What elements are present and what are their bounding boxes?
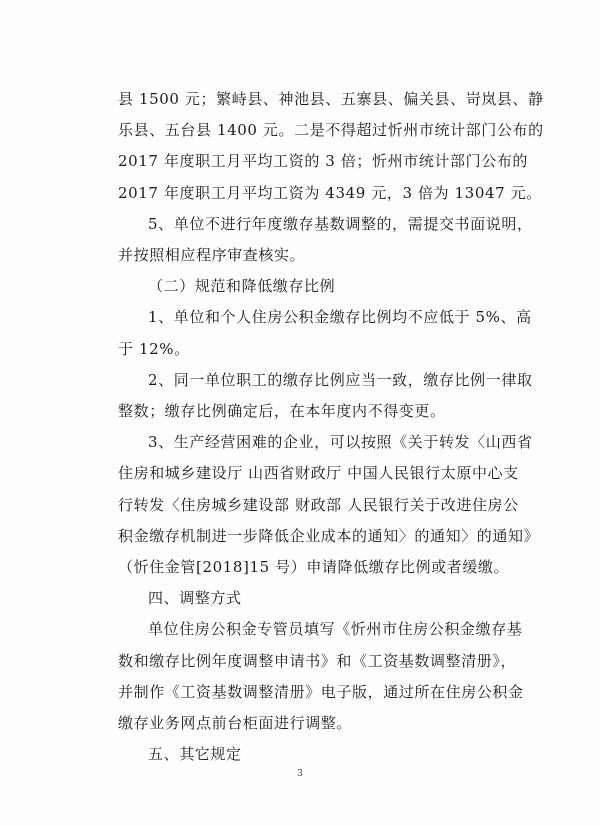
section-heading-4: [118, 583, 498, 614]
text-line: 县 1500 元；繁峙县、神池县、五寨县、偏关县、岢岚县、静: [118, 90, 544, 108]
text-line: 住房和城乡建设厅 山西省财政厅 中国人民银行太原中心支: [118, 464, 519, 483]
text-line: 2、同一单位职工的缴存比例应当一致，缴存比例一律取: [148, 370, 533, 389]
text-line: 1、单位和个人住房公积金缴存比例均不应低于 5%、高: [148, 308, 532, 327]
text-line: 5、单位不进行年度缴存基数调整的，需提交书面说明，: [148, 214, 533, 233]
text-line: 行转发〈住房城乡建设部 财政部 人民银行关于改进住房公: [118, 495, 519, 514]
text-line: 2017 年度职工月平均工资为 4349 元，3 倍为 13047 元。: [118, 183, 542, 202]
text-line: 缴存业务网点前台柜面进行调整。: [118, 714, 353, 733]
paragraph-item-5: [118, 209, 533, 271]
text-line: 乐县、五台县 1400 元。二是不得超过忻州市统计部门公布的: [118, 121, 544, 140]
text-line: 单位住房公积金专管员填写《忻州市住房公积金缴存基: [148, 620, 523, 639]
text-line: 数和缴存比例年度调整申请书》和《工资基数调整清册》，: [118, 651, 517, 670]
paragraph-ratio-1: [118, 302, 532, 364]
section-heading: 四、调整方式: [148, 589, 242, 608]
paragraph-adjustment-method: [118, 614, 524, 739]
section-heading: （二）规范和降低缴存比例: [148, 277, 336, 296]
text-line: 并按照相应程序审查核实。: [118, 246, 306, 265]
text-line: 并制作《工资基数调整清册》电子版，通过所在住房公积金: [118, 682, 524, 701]
paragraph-ratio-3: [118, 427, 540, 583]
section-heading-5: [118, 739, 498, 770]
text-line: 积金缴存机制进一步降低企业成本的通知〉的通知〉的通知》: [118, 526, 540, 545]
section-heading: 五、其它规定: [148, 745, 242, 764]
text-line: （忻住金管[2018]15 号）申请降低缴存比例或者缓缴。: [118, 558, 510, 577]
text-line: 于 12%。: [118, 339, 190, 358]
text-line: 整数；缴存比例确定后，在本年度内不得变更。: [118, 402, 446, 421]
page-number: 3: [297, 769, 303, 779]
text-line: 2017 年度职工月平均工资的 3 倍；忻州市统计部门公布的: [118, 152, 529, 171]
section-heading-2: [118, 271, 498, 302]
paragraph-wage-limits: [118, 84, 544, 209]
paragraph-ratio-2: [118, 365, 533, 427]
text-line: 3、生产经营困难的企业，可以按照《关于转发〈山西省: [148, 433, 533, 452]
document-body: [118, 84, 544, 770]
